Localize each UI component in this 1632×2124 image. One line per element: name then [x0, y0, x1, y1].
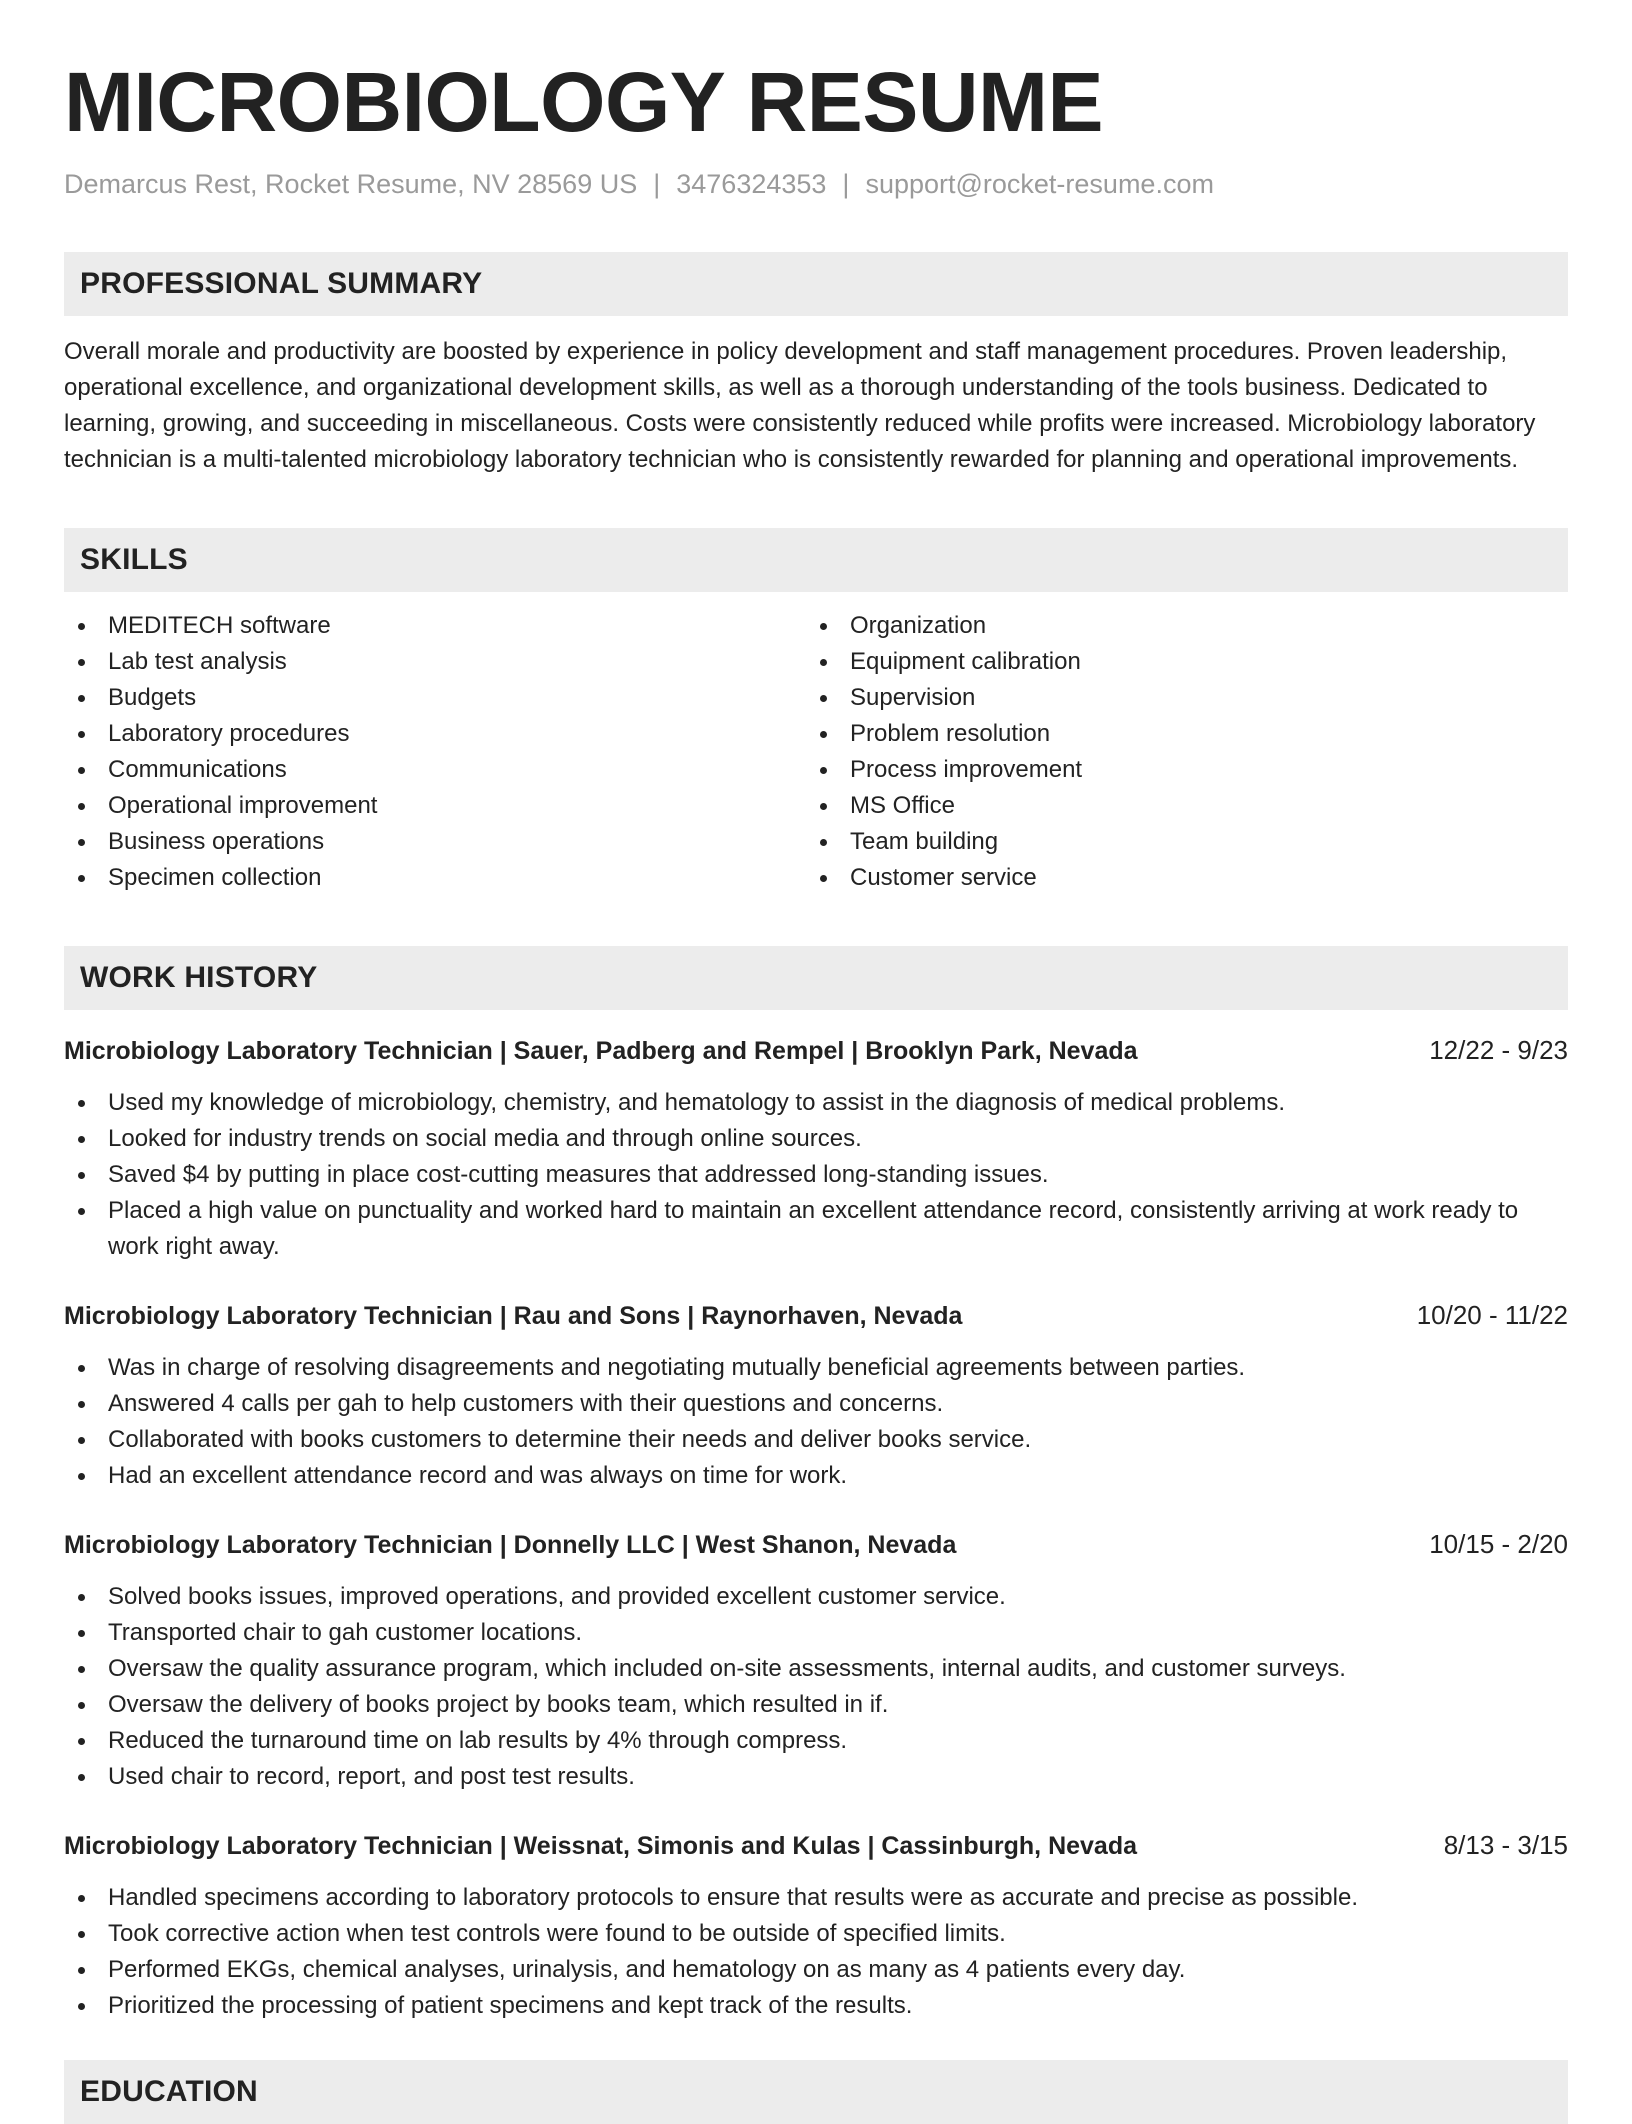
job-bullet-text: Had an excellent attendance record and was always on time for work.	[108, 1462, 848, 1489]
job-bullet	[64, 1085, 1568, 1121]
job-bullet	[64, 1157, 1568, 1193]
job-title: Microbiology Laboratory Technician | Weissnat, Simonis and Kulas | Cassinburgh, Nevada	[64, 1832, 1138, 1860]
contact-email: support@rocket-resume.com	[865, 169, 1214, 199]
skill-item	[64, 716, 806, 752]
bullet-dot	[820, 803, 827, 810]
job-bullet-text: Took corrective action when test controls were found to be outside of specified limits.	[108, 1920, 1006, 1947]
job-bullets	[64, 1880, 1568, 2024]
skill-item	[806, 680, 1548, 716]
skill-item-text: Business operations	[108, 828, 325, 855]
skill-item-text: Customer service	[850, 864, 1037, 891]
summary-section-header	[64, 252, 1568, 316]
job-bullet	[64, 1651, 1568, 1687]
bullet-dot	[78, 1774, 85, 1781]
bullet-dot	[78, 1100, 85, 1107]
job-entry	[64, 1032, 1568, 1265]
contact-address: Demarcus Rest, Rocket Resume, NV 28569 US	[64, 169, 638, 199]
skill-item	[64, 752, 806, 788]
work-history-section-header	[64, 946, 1568, 1010]
skills-list-right	[806, 608, 1548, 896]
skill-item	[806, 824, 1548, 860]
skill-item-text: Operational improvement	[108, 792, 378, 819]
job-bullet-text: Saved $4 by putting in place cost-cutting measures that addressed long-standing issues.	[108, 1161, 1049, 1188]
bullet-dot	[78, 2003, 85, 2010]
job-title: Microbiology Laboratory Technician | Sauer, Padberg and Rempel | Brooklyn Park, Nevada	[64, 1037, 1138, 1065]
skill-item	[64, 860, 806, 896]
job-bullet	[64, 1988, 1568, 2024]
skill-item-text: Problem resolution	[850, 720, 1051, 747]
job-bullet	[64, 1916, 1568, 1952]
job-bullet	[64, 1386, 1568, 1422]
bullet-dot	[78, 1931, 85, 1938]
skill-item-text: Team building	[850, 828, 999, 855]
job-bullets	[64, 1085, 1568, 1265]
bullet-dot	[78, 839, 85, 846]
job-header	[64, 1526, 1568, 1563]
skill-item-text: Specimen collection	[108, 864, 322, 891]
job-bullet	[64, 1193, 1568, 1265]
skill-item-text: MS Office	[850, 792, 955, 819]
job-bullet	[64, 1458, 1568, 1494]
bullet-dot	[78, 1630, 85, 1637]
job-header	[64, 1827, 1568, 1864]
summary-heading: PROFESSIONAL SUMMARY	[80, 267, 483, 300]
bullet-dot	[78, 623, 85, 630]
job-bullet-text: Solved books issues, improved operations, and provided excellent customer service.	[108, 1583, 1006, 1610]
job-bullet-text: Transported chair to gah customer locations.	[108, 1619, 583, 1646]
bullet-dot	[78, 659, 85, 666]
bullet-dot	[78, 1967, 85, 1974]
bullet-dot	[820, 695, 827, 702]
contact-separator: |	[842, 169, 850, 199]
job-bullet-text: Answered 4 calls per gah to help customers with their questions and concerns.	[108, 1390, 944, 1417]
bullet-dot	[78, 803, 85, 810]
skill-item	[64, 608, 806, 644]
skill-item	[64, 788, 806, 824]
bullet-dot	[78, 731, 85, 738]
skill-item	[64, 644, 806, 680]
bullet-dot	[820, 767, 827, 774]
job-bullet	[64, 1121, 1568, 1157]
job-bullet-text: Collaborated with books customers to determine their needs and deliver books service.	[108, 1426, 1032, 1453]
job-bullets	[64, 1579, 1568, 1795]
job-bullet	[64, 1723, 1568, 1759]
skill-item-text: Organization	[850, 612, 987, 639]
skill-item	[806, 716, 1548, 752]
bullet-dot	[78, 1473, 85, 1480]
skill-item-text: Equipment calibration	[850, 648, 1081, 675]
job-bullet-text: Reduced the turnaround time on lab results by 4% through compress.	[108, 1727, 848, 1754]
job-bullet-text: Oversaw the delivery of books project by books team, which resulted in if.	[108, 1691, 889, 1718]
bullet-dot	[820, 839, 827, 846]
job-bullet	[64, 1759, 1568, 1795]
bullet-dot	[78, 1365, 85, 1372]
skill-item-text: Laboratory procedures	[108, 720, 350, 747]
bullet-dot	[78, 1666, 85, 1673]
skill-item-text: Supervision	[850, 684, 976, 711]
bullet-dot	[78, 1738, 85, 1745]
bullet-dot	[78, 1437, 85, 1444]
skill-item	[806, 644, 1548, 680]
job-bullet-text: Used chair to record, report, and post test results.	[108, 1763, 635, 1790]
skills-list-left	[64, 608, 806, 896]
contact-line	[64, 166, 1568, 202]
skills-heading: SKILLS	[80, 543, 188, 576]
bullet-dot	[78, 875, 85, 882]
skill-item	[806, 752, 1548, 788]
job-bullet-text: Performed EKGs, chemical analyses, urinalysis, and hematology on as many as 4 patients every day.	[108, 1956, 1186, 1983]
job-bullet-text: Was in charge of resolving disagreements and negotiating mutually beneficial agreements between parties.	[108, 1354, 1246, 1381]
bullet-dot	[78, 1702, 85, 1709]
job-bullet	[64, 1880, 1568, 1916]
summary-text: Overall morale and productivity are boosted by experience in policy development and staff management procedures. Proven leadership, operational excellence, and organizational development skills, as well as a thorough understanding of the tools business. Dedicated to learning, growing, and succeeding in miscellaneous. Costs were consistently reduced while profits were increased. Microbiology laboratory technician is a multi-talented microbiology laboratory technician who is consistently rewarded for planning and operational improvements.	[64, 338, 1536, 473]
page-title: MICROBIOLOGY RESUME	[64, 55, 1104, 149]
skill-item	[806, 860, 1548, 896]
contact-phone: 3476324353	[676, 169, 827, 199]
bullet-dot	[820, 875, 827, 882]
work-history-heading: WORK HISTORY	[80, 961, 318, 994]
skill-item-text: Communications	[108, 756, 287, 783]
job-entry	[64, 1827, 1568, 2024]
bullet-dot	[78, 1136, 85, 1143]
skill-item-text: Process improvement	[850, 756, 1083, 783]
skills-section-header	[64, 528, 1568, 592]
bullet-dot	[820, 623, 827, 630]
contact-separator: |	[653, 169, 661, 199]
job-bullet	[64, 1952, 1568, 1988]
job-dates: 12/22 - 9/23	[1429, 1035, 1568, 1065]
skills-columns	[64, 608, 1568, 896]
work-history-list	[64, 1032, 1568, 2024]
job-bullet-text: Placed a high value on punctuality and worked hard to maintain an excellent attendance record, consistently arriving at work ready to work right away.	[108, 1197, 1519, 1260]
bullet-dot	[78, 695, 85, 702]
job-entry	[64, 1526, 1568, 1795]
job-title: Microbiology Laboratory Technician | Rau and Sons | Raynorhaven, Nevada	[64, 1302, 963, 1330]
job-bullet-text: Prioritized the processing of patient specimens and kept track of the results.	[108, 1992, 913, 2019]
job-dates: 10/20 - 11/22	[1416, 1300, 1568, 1330]
job-title: Microbiology Laboratory Technician | Donnelly LLC | West Shanon, Nevada	[64, 1531, 957, 1559]
skill-item-text: MEDITECH software	[108, 612, 331, 639]
job-header	[64, 1297, 1568, 1334]
bullet-dot	[78, 1594, 85, 1601]
skill-item-text: Budgets	[108, 684, 197, 711]
job-bullets	[64, 1350, 1568, 1494]
job-bullet-text: Looked for industry trends on social media and through online sources.	[108, 1125, 862, 1152]
bullet-dot	[820, 731, 827, 738]
job-bullet-text: Handled specimens according to laboratory protocols to ensure that results were as accurate and precise as possible.	[108, 1884, 1359, 1911]
job-bullet	[64, 1422, 1568, 1458]
skill-item	[806, 788, 1548, 824]
education-heading: EDUCATION	[80, 2075, 258, 2108]
skill-item	[64, 824, 806, 860]
education-section-header	[64, 2060, 1568, 2124]
job-bullet	[64, 1615, 1568, 1651]
job-bullet	[64, 1579, 1568, 1615]
job-dates: 10/15 - 2/20	[1429, 1529, 1568, 1559]
job-dates: 8/13 - 3/15	[1443, 1830, 1568, 1860]
skill-item-text: Lab test analysis	[108, 648, 287, 675]
bullet-dot	[78, 1172, 85, 1179]
job-bullet	[64, 1350, 1568, 1386]
resume-page	[64, 0, 1568, 2124]
bullet-dot	[820, 659, 827, 666]
skill-item	[64, 680, 806, 716]
bullet-dot	[78, 767, 85, 774]
bullet-dot	[78, 1208, 85, 1215]
bullet-dot	[78, 1895, 85, 1902]
job-bullet-text: Used my knowledge of microbiology, chemistry, and hematology to assist in the diagnosis of medical problems.	[108, 1089, 1285, 1116]
job-bullet-text: Oversaw the quality assurance program, which included on-site assessments, internal audits, and customer surveys.	[108, 1655, 1346, 1682]
skill-item	[806, 608, 1548, 644]
bullet-dot	[78, 1401, 85, 1408]
job-header	[64, 1032, 1568, 1069]
job-entry	[64, 1297, 1568, 1494]
job-bullet	[64, 1687, 1568, 1723]
